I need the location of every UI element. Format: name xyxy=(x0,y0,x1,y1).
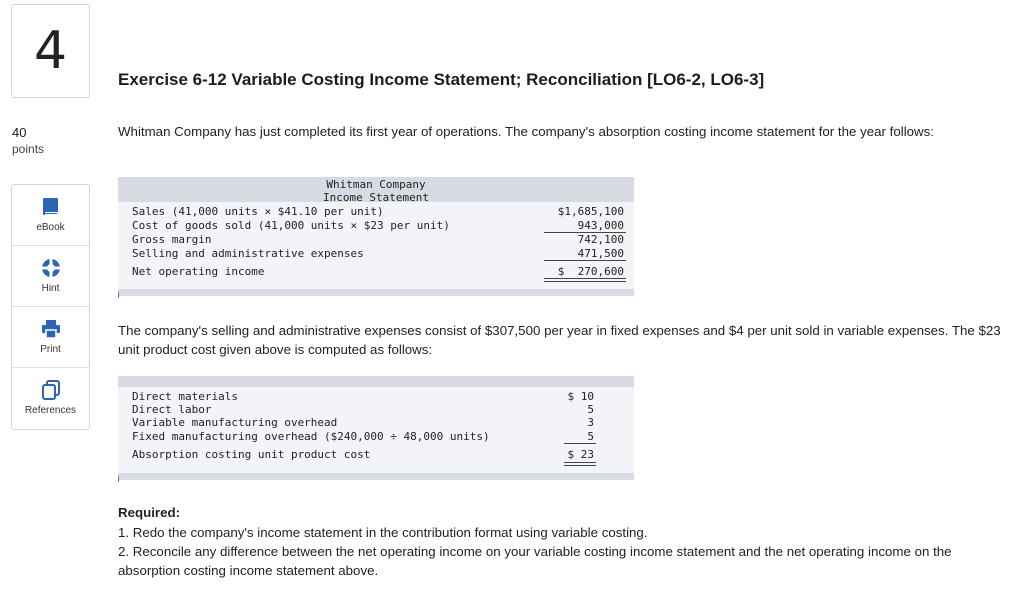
statement-row-label: Cost of goods sold (41,000 units × $23 per unit) xyxy=(132,219,450,232)
points-value: 40 xyxy=(12,125,27,140)
unit-cost-row-amount: 3 xyxy=(587,416,594,429)
required-item-2: 2. Reconcile any difference between the net operating income on your variable costing income statement and the net operating income on the absorption costing income statement above. xyxy=(118,544,952,578)
statement-row-amount: 471,500 xyxy=(577,247,624,260)
points-label: points xyxy=(12,142,45,156)
statement-row-amount: 742,100 xyxy=(577,233,624,246)
unit-cost-table xyxy=(118,376,634,482)
ebook-button[interactable] xyxy=(12,185,89,246)
intro-text: Whitman Company has just completed its first year of operations. The company's absorption costing income statement for the year follows: xyxy=(118,124,934,139)
hint-button[interactable] xyxy=(12,246,89,307)
cost-description-text: The company's selling and administrative expenses consist of $307,500 per year in fixed expenses and $4 per unit sold in variable expenses. The $23 unit product cost given above is computed as follows: xyxy=(118,323,1001,357)
statement-row-label: Sales (41,000 units × $41.10 per unit) xyxy=(132,205,384,218)
unit-cost-row-amount: 5 xyxy=(587,403,594,416)
tools-panel xyxy=(11,184,90,430)
statement-row-amount: 943,000 xyxy=(577,219,624,232)
unit-cost-row-label: Direct labor xyxy=(132,403,212,416)
income-statement-table xyxy=(118,177,634,299)
unit-cost-row-label: Absorption costing unit product cost xyxy=(132,448,371,461)
unit-cost-row-amount: 5 xyxy=(587,430,594,443)
statement-row-label: Net operating income xyxy=(132,265,265,278)
statement-row-amount: $ 270,600 xyxy=(557,265,624,278)
exercise-title: Exercise 6-12 Variable Costing Income Statement; Reconciliation [LO6-2, LO6-3] xyxy=(118,70,765,89)
book-icon xyxy=(42,197,60,217)
statement-row-amount: $1,685,100 xyxy=(557,205,624,218)
print-label: Print xyxy=(40,344,61,355)
hint-label: Hint xyxy=(41,283,60,294)
unit-cost-row-label: Fixed manufacturing overhead ($240,000 ÷ 48,000 units) xyxy=(132,430,490,443)
statement-row-label: Selling and administrative expenses xyxy=(132,247,364,260)
statement-company: Whitman Company xyxy=(326,178,426,191)
hint-icon xyxy=(41,258,61,278)
unit-cost-row-label: Variable manufacturing overhead xyxy=(132,416,338,429)
print-icon xyxy=(41,319,61,339)
references-label: References xyxy=(24,405,77,416)
question-number: 4 xyxy=(11,4,90,98)
print-button[interactable] xyxy=(12,307,89,368)
unit-cost-row-amount: $ 23 xyxy=(567,448,594,461)
unit-cost-row-label: Direct materials xyxy=(132,390,238,403)
ebook-label: eBook xyxy=(36,222,65,233)
references-button[interactable] xyxy=(12,368,89,429)
references-icon xyxy=(41,380,61,400)
statement-row-label: Gross margin xyxy=(132,233,212,246)
required-item-1: 1. Redo the company's income statement in the contribution format using variable costing. xyxy=(118,525,648,540)
unit-cost-row-amount: $ 10 xyxy=(567,390,594,403)
required-heading: Required: xyxy=(118,505,181,520)
statement-heading: Income Statement xyxy=(323,191,429,204)
points-info xyxy=(12,124,44,158)
